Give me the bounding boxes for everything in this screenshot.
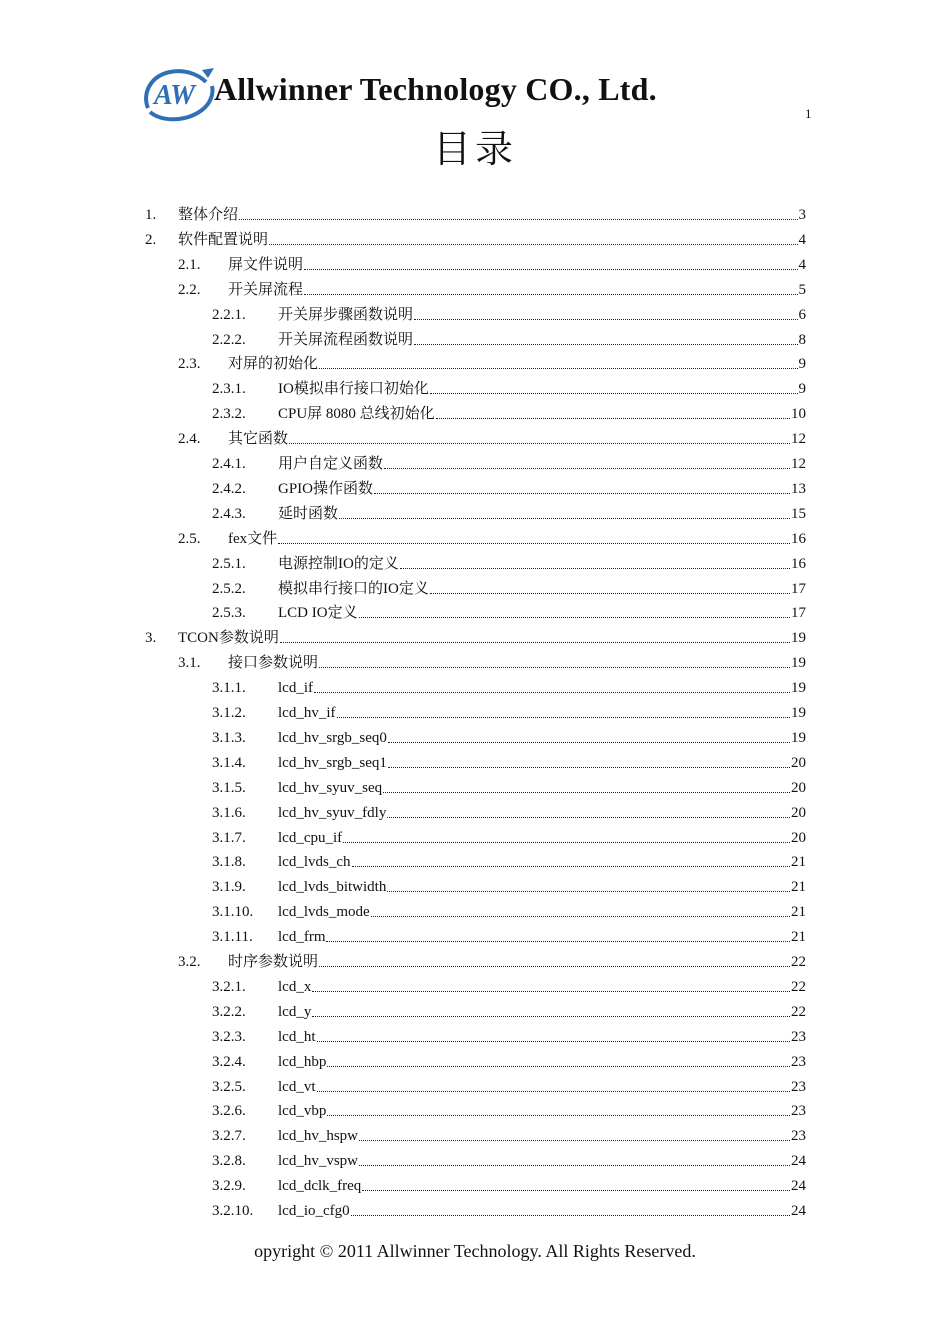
company-name: Allwinner Technology CO., Ltd. — [214, 71, 657, 107]
toc-dot-leader — [388, 740, 790, 743]
toc-dot-leader — [304, 292, 797, 295]
toc-dot-leader — [327, 1064, 790, 1067]
toc-entry[interactable] — [145, 623, 806, 647]
toc-entry-page: 22 — [791, 954, 806, 970]
toc-entry-page: 19 — [791, 729, 806, 746]
toc-entry-page: 23 — [791, 1053, 806, 1070]
toc-entry-number: 2.4.3. — [212, 505, 246, 522]
toc-entry-number: 2.5.2. — [212, 580, 246, 597]
toc-title: 目录 — [432, 127, 517, 171]
toc-dot-leader — [317, 1039, 791, 1042]
toc-dot-leader — [312, 989, 790, 992]
toc-entry-page: 20 — [791, 779, 806, 796]
toc-entry-page: 24 — [791, 1178, 806, 1195]
toc-entry[interactable] — [212, 1171, 806, 1195]
toc-entry-page: 16 — [791, 555, 806, 572]
toc-entry[interactable] — [212, 1072, 806, 1096]
toc-entry[interactable] — [212, 374, 806, 398]
toc-dot-leader — [319, 366, 797, 369]
toc-dot-leader — [374, 491, 790, 494]
toc-entry-title: lcd_hv_syuv_seq — [278, 779, 383, 796]
toc-entry[interactable] — [212, 723, 806, 747]
toc-entry-title: 时序参数说明 — [228, 954, 319, 970]
toc-entry-page: 21 — [791, 929, 806, 946]
toc-entry[interactable] — [178, 947, 806, 971]
toc-entry-number: 2.4. — [178, 431, 201, 448]
toc-entry-title: IO模拟串行接口初始化 — [278, 381, 429, 398]
toc-entry[interactable] — [212, 972, 806, 996]
toc-entry-number: 3.2.8. — [212, 1153, 246, 1170]
toc-entry-number: 2.1. — [178, 256, 201, 273]
copyright-footer: opyright © 2011 Allwinner Technology. All Rights Reserved. — [254, 1241, 696, 1261]
toc-entry[interactable] — [212, 300, 806, 324]
toc-entry-number: 3.1. — [178, 655, 201, 672]
toc-entry-number: 2.2.1. — [212, 306, 246, 323]
toc-dot-leader — [359, 1138, 790, 1141]
toc-entry-number: 3.1.8. — [212, 854, 246, 871]
toc-entry-title: 开关屏流程函数说明 — [278, 331, 414, 348]
toc-entry-title: 软件配置说明 — [178, 231, 269, 248]
toc-dot-leader — [289, 441, 790, 444]
toc-entry-title: TCON参数说明 — [178, 630, 279, 647]
toc-entry-title: 开关屏流程 — [228, 281, 304, 298]
page-header — [140, 62, 840, 124]
toc-entry-number: 2.3. — [178, 356, 201, 373]
toc-entry[interactable] — [212, 798, 806, 822]
toc-entry-page: 20 — [791, 804, 806, 821]
toc-entry-number: 3.1.3. — [212, 729, 246, 746]
toc-entry-page: 12 — [791, 456, 806, 472]
toc-entry-number: 3.2.5. — [212, 1078, 246, 1095]
toc-dot-leader — [436, 416, 790, 419]
toc-entry-title: lcd_if — [278, 680, 313, 697]
toc-entry-number: 2.2.2. — [212, 331, 246, 348]
toc-entry[interactable] — [145, 200, 806, 224]
toc-entry[interactable] — [212, 823, 806, 847]
toc-entry-title: 电源控制IO的定义 — [278, 555, 399, 572]
toc-entry[interactable] — [212, 325, 806, 349]
toc-entry-page: 22 — [791, 1003, 806, 1020]
toc-entry-page: 19 — [791, 630, 806, 647]
toc-entry-title: CPU屏 8080 总线初始化 — [278, 406, 435, 423]
toc-entry[interactable] — [212, 773, 806, 797]
toc-dot-leader — [317, 1089, 791, 1092]
toc-entry-page: 15 — [791, 505, 806, 522]
toc-entry-title: 延时函数 — [278, 505, 339, 522]
toc-entry-page: 5 — [798, 281, 806, 298]
toc-entry-number: 3. — [145, 630, 157, 647]
toc-entry-page: 9 — [798, 356, 806, 373]
toc-entry[interactable] — [212, 574, 806, 598]
toc-entry-title: 屏文件说明 — [228, 256, 304, 273]
toc-entry-page: 19 — [791, 705, 806, 721]
toc-entry-page: 13 — [791, 480, 806, 497]
toc-entry-page: 17 — [791, 580, 806, 597]
toc-dot-leader — [387, 815, 790, 818]
toc-entry-page: 10 — [791, 406, 806, 423]
toc-entry-number: 3.2.6. — [212, 1103, 246, 1120]
toc-entry[interactable] — [212, 922, 806, 946]
toc-entry-title: 开关屏步骤函数说明 — [278, 306, 414, 323]
toc-entry-title: 接口参数说明 — [228, 655, 319, 672]
toc-entry-title: GPIO操作函数 — [278, 480, 374, 497]
toc-entry-number: 3.2.9. — [212, 1178, 246, 1195]
toc-entry-number: 3.2.2. — [212, 1003, 246, 1020]
toc-entry-page: 12 — [791, 431, 806, 448]
toc-dot-leader — [327, 1113, 790, 1116]
toc-dot-leader — [400, 566, 790, 569]
toc-dot-leader — [414, 342, 797, 345]
toc-entry-number: 3.1.7. — [212, 829, 246, 846]
toc-entry[interactable] — [145, 225, 806, 249]
toc-entry-page: 24 — [791, 1203, 806, 1219]
toc-entry-page: 23 — [791, 1078, 806, 1095]
toc-dot-leader — [359, 615, 790, 618]
toc-dot-leader — [269, 242, 797, 245]
toc-entry-page: 6 — [798, 306, 806, 323]
toc-entry-title: lcd_hv_srgb_seq0 — [278, 729, 387, 746]
toc-entry-title: lcd_lvds_bitwidth — [278, 879, 387, 896]
toc-entry-page: 23 — [791, 1028, 806, 1045]
toc-dot-leader — [371, 914, 790, 917]
toc-entry-number: 2.4.1. — [212, 456, 246, 472]
svg-text:AW: AW — [154, 80, 196, 111]
toc-entry[interactable] — [212, 399, 806, 423]
toc-dot-leader — [388, 765, 790, 768]
toc-entry[interactable] — [212, 1121, 806, 1145]
toc-entry-title: lcd_hbp — [278, 1053, 327, 1070]
toc-entry-page: 3 — [798, 207, 806, 223]
toc-entry-page: 24 — [791, 1153, 806, 1170]
toc-entry-number: 3.1.1. — [212, 680, 246, 697]
toc-entry[interactable] — [212, 997, 806, 1021]
toc-dot-leader — [387, 889, 790, 892]
toc-entry-title: lcd_io_cfg0 — [278, 1203, 350, 1219]
toc-entry[interactable] — [178, 424, 806, 448]
toc-dot-leader — [337, 715, 791, 718]
toc-entry-title: lcd_hv_vspw — [278, 1153, 358, 1170]
toc-entry-number: 2.4.2. — [212, 480, 246, 497]
toc-dot-leader — [312, 1014, 790, 1017]
toc-entry[interactable] — [212, 549, 806, 573]
toc-entry-page: 9 — [798, 381, 806, 398]
toc-entry-title: 模拟串行接口的IO定义 — [278, 580, 429, 597]
toc-entry-title: fex文件 — [228, 530, 278, 547]
toc-entry[interactable] — [212, 897, 806, 921]
toc-dot-leader — [384, 466, 790, 469]
toc-entry-page: 17 — [791, 605, 806, 622]
toc-entry-number: 2.3.2. — [212, 406, 246, 423]
toc-entry-number: 2.5.1. — [212, 555, 246, 572]
toc-entry-title: lcd_hv_hspw — [278, 1128, 358, 1145]
toc-entry-page: 20 — [791, 754, 806, 771]
toc-dot-leader — [362, 1188, 790, 1191]
toc-entry-number: 2.5. — [178, 530, 201, 547]
toc-entry-title: lcd_y — [278, 1003, 312, 1020]
toc-entry-number: 3.2.7. — [212, 1128, 246, 1145]
toc-dot-leader — [352, 864, 791, 867]
toc-entry-number: 3.2. — [178, 954, 201, 970]
toc-entry-page: 22 — [791, 978, 806, 995]
toc-entry-number: 3.1.4. — [212, 754, 246, 771]
toc-dot-leader — [326, 939, 790, 942]
toc-entry-page: 8 — [798, 331, 806, 348]
toc-dot-leader — [319, 665, 790, 668]
toc-entry-page: 19 — [791, 680, 806, 697]
toc-entry-number: 3.2.1. — [212, 978, 246, 995]
toc-entry[interactable] — [212, 474, 806, 498]
toc-entry[interactable] — [178, 648, 806, 672]
toc-entry-number: 3.1.9. — [212, 879, 246, 896]
toc-entry-page: 21 — [791, 904, 806, 921]
toc-entry[interactable] — [212, 1022, 806, 1046]
toc-dot-leader — [414, 317, 797, 320]
toc-entry-page: 23 — [791, 1103, 806, 1120]
toc-entry[interactable] — [212, 499, 806, 523]
toc-entry-number: 3.1.6. — [212, 804, 246, 821]
toc-entry[interactable] — [212, 673, 806, 697]
page-number: 1 — [805, 106, 812, 121]
toc-entry-title: lcd_lvds_ch — [278, 854, 351, 871]
allwinner-logo — [140, 64, 216, 122]
toc-entry-title: 整体介绍 — [178, 207, 239, 223]
toc-dot-leader — [278, 541, 790, 544]
toc-dot-leader — [430, 591, 790, 594]
toc-entry-title: lcd_hv_srgb_seq1 — [278, 754, 387, 771]
toc-entry-number: 3.1.5. — [212, 779, 246, 796]
toc-entry-title: lcd_dclk_freq — [278, 1178, 362, 1195]
toc-dot-leader — [351, 1213, 790, 1216]
toc-entry-title: LCD IO定义 — [278, 605, 358, 622]
toc-entry-page: 4 — [798, 231, 806, 248]
toc-entry[interactable] — [178, 524, 806, 548]
toc-entry[interactable] — [212, 872, 806, 896]
toc-dot-leader — [304, 267, 797, 270]
toc-entry-title: lcd_vt — [278, 1078, 316, 1095]
toc-entry[interactable] — [178, 275, 806, 299]
toc-entry-title: lcd_x — [278, 978, 312, 995]
toc-entry-number: 3.2.10. — [212, 1203, 254, 1219]
toc-entry[interactable] — [212, 847, 806, 871]
toc-entry-number: 2. — [145, 231, 157, 248]
toc-entry[interactable] — [178, 349, 806, 373]
toc-entry-title: lcd_ht — [278, 1028, 316, 1045]
toc-entry-page: 20 — [791, 829, 806, 846]
toc-entry-number: 2.5.3. — [212, 605, 246, 622]
toc-entry-page: 21 — [791, 854, 806, 871]
toc-entry-title: lcd_hv_if — [278, 705, 336, 721]
toc-entry-title: lcd_vbp — [278, 1103, 327, 1120]
toc-entry-number: 2.3.1. — [212, 381, 246, 398]
toc-entry-page: 4 — [798, 256, 806, 273]
toc-entry-number: 3.2.4. — [212, 1053, 246, 1070]
toc-entry[interactable] — [212, 449, 806, 473]
toc-dot-leader — [359, 1163, 790, 1166]
toc-entry-title: lcd_frm — [278, 929, 326, 946]
toc-dot-leader — [343, 840, 790, 843]
toc-entry-number: 1. — [145, 207, 157, 223]
toc-dot-leader — [430, 391, 798, 394]
toc-entry-number: 2.2. — [178, 281, 201, 298]
toc-entry-number: 3.1.2. — [212, 705, 246, 721]
toc-entry[interactable] — [212, 748, 806, 772]
toc-entry-title: 用户自定义函数 — [278, 456, 384, 472]
toc-entry-page: 23 — [791, 1128, 806, 1145]
toc-dot-leader — [239, 217, 797, 220]
toc-dot-leader — [339, 516, 790, 519]
toc-dot-leader — [280, 640, 790, 643]
toc-entry[interactable] — [178, 250, 806, 274]
toc-entry-number: 3.2.3. — [212, 1028, 246, 1045]
toc-dot-leader — [319, 964, 790, 967]
toc-dot-leader — [314, 690, 790, 693]
toc-entry[interactable] — [212, 1096, 806, 1120]
toc-entry-title: lcd_lvds_mode — [278, 904, 370, 921]
toc-entry-number: 3.1.10. — [212, 904, 254, 921]
toc-entry-title: 对屏的初始化 — [228, 356, 319, 373]
toc-entry-page: 16 — [791, 530, 806, 547]
toc-dot-leader — [383, 790, 790, 793]
toc-entry[interactable] — [212, 1146, 806, 1170]
toc-entry-title: lcd_cpu_if — [278, 829, 343, 846]
toc-entry-title: 其它函数 — [228, 431, 289, 448]
toc-entry-title: lcd_hv_syuv_fdly — [278, 804, 387, 821]
toc-entry[interactable] — [212, 1047, 806, 1071]
toc-entry[interactable] — [212, 598, 806, 622]
toc-entry-page: 21 — [791, 879, 806, 896]
toc-entry-page: 19 — [791, 655, 806, 672]
toc-entry-number: 3.1.11. — [212, 929, 253, 946]
toc-entry[interactable] — [212, 1196, 806, 1220]
toc-entry[interactable] — [212, 698, 806, 722]
